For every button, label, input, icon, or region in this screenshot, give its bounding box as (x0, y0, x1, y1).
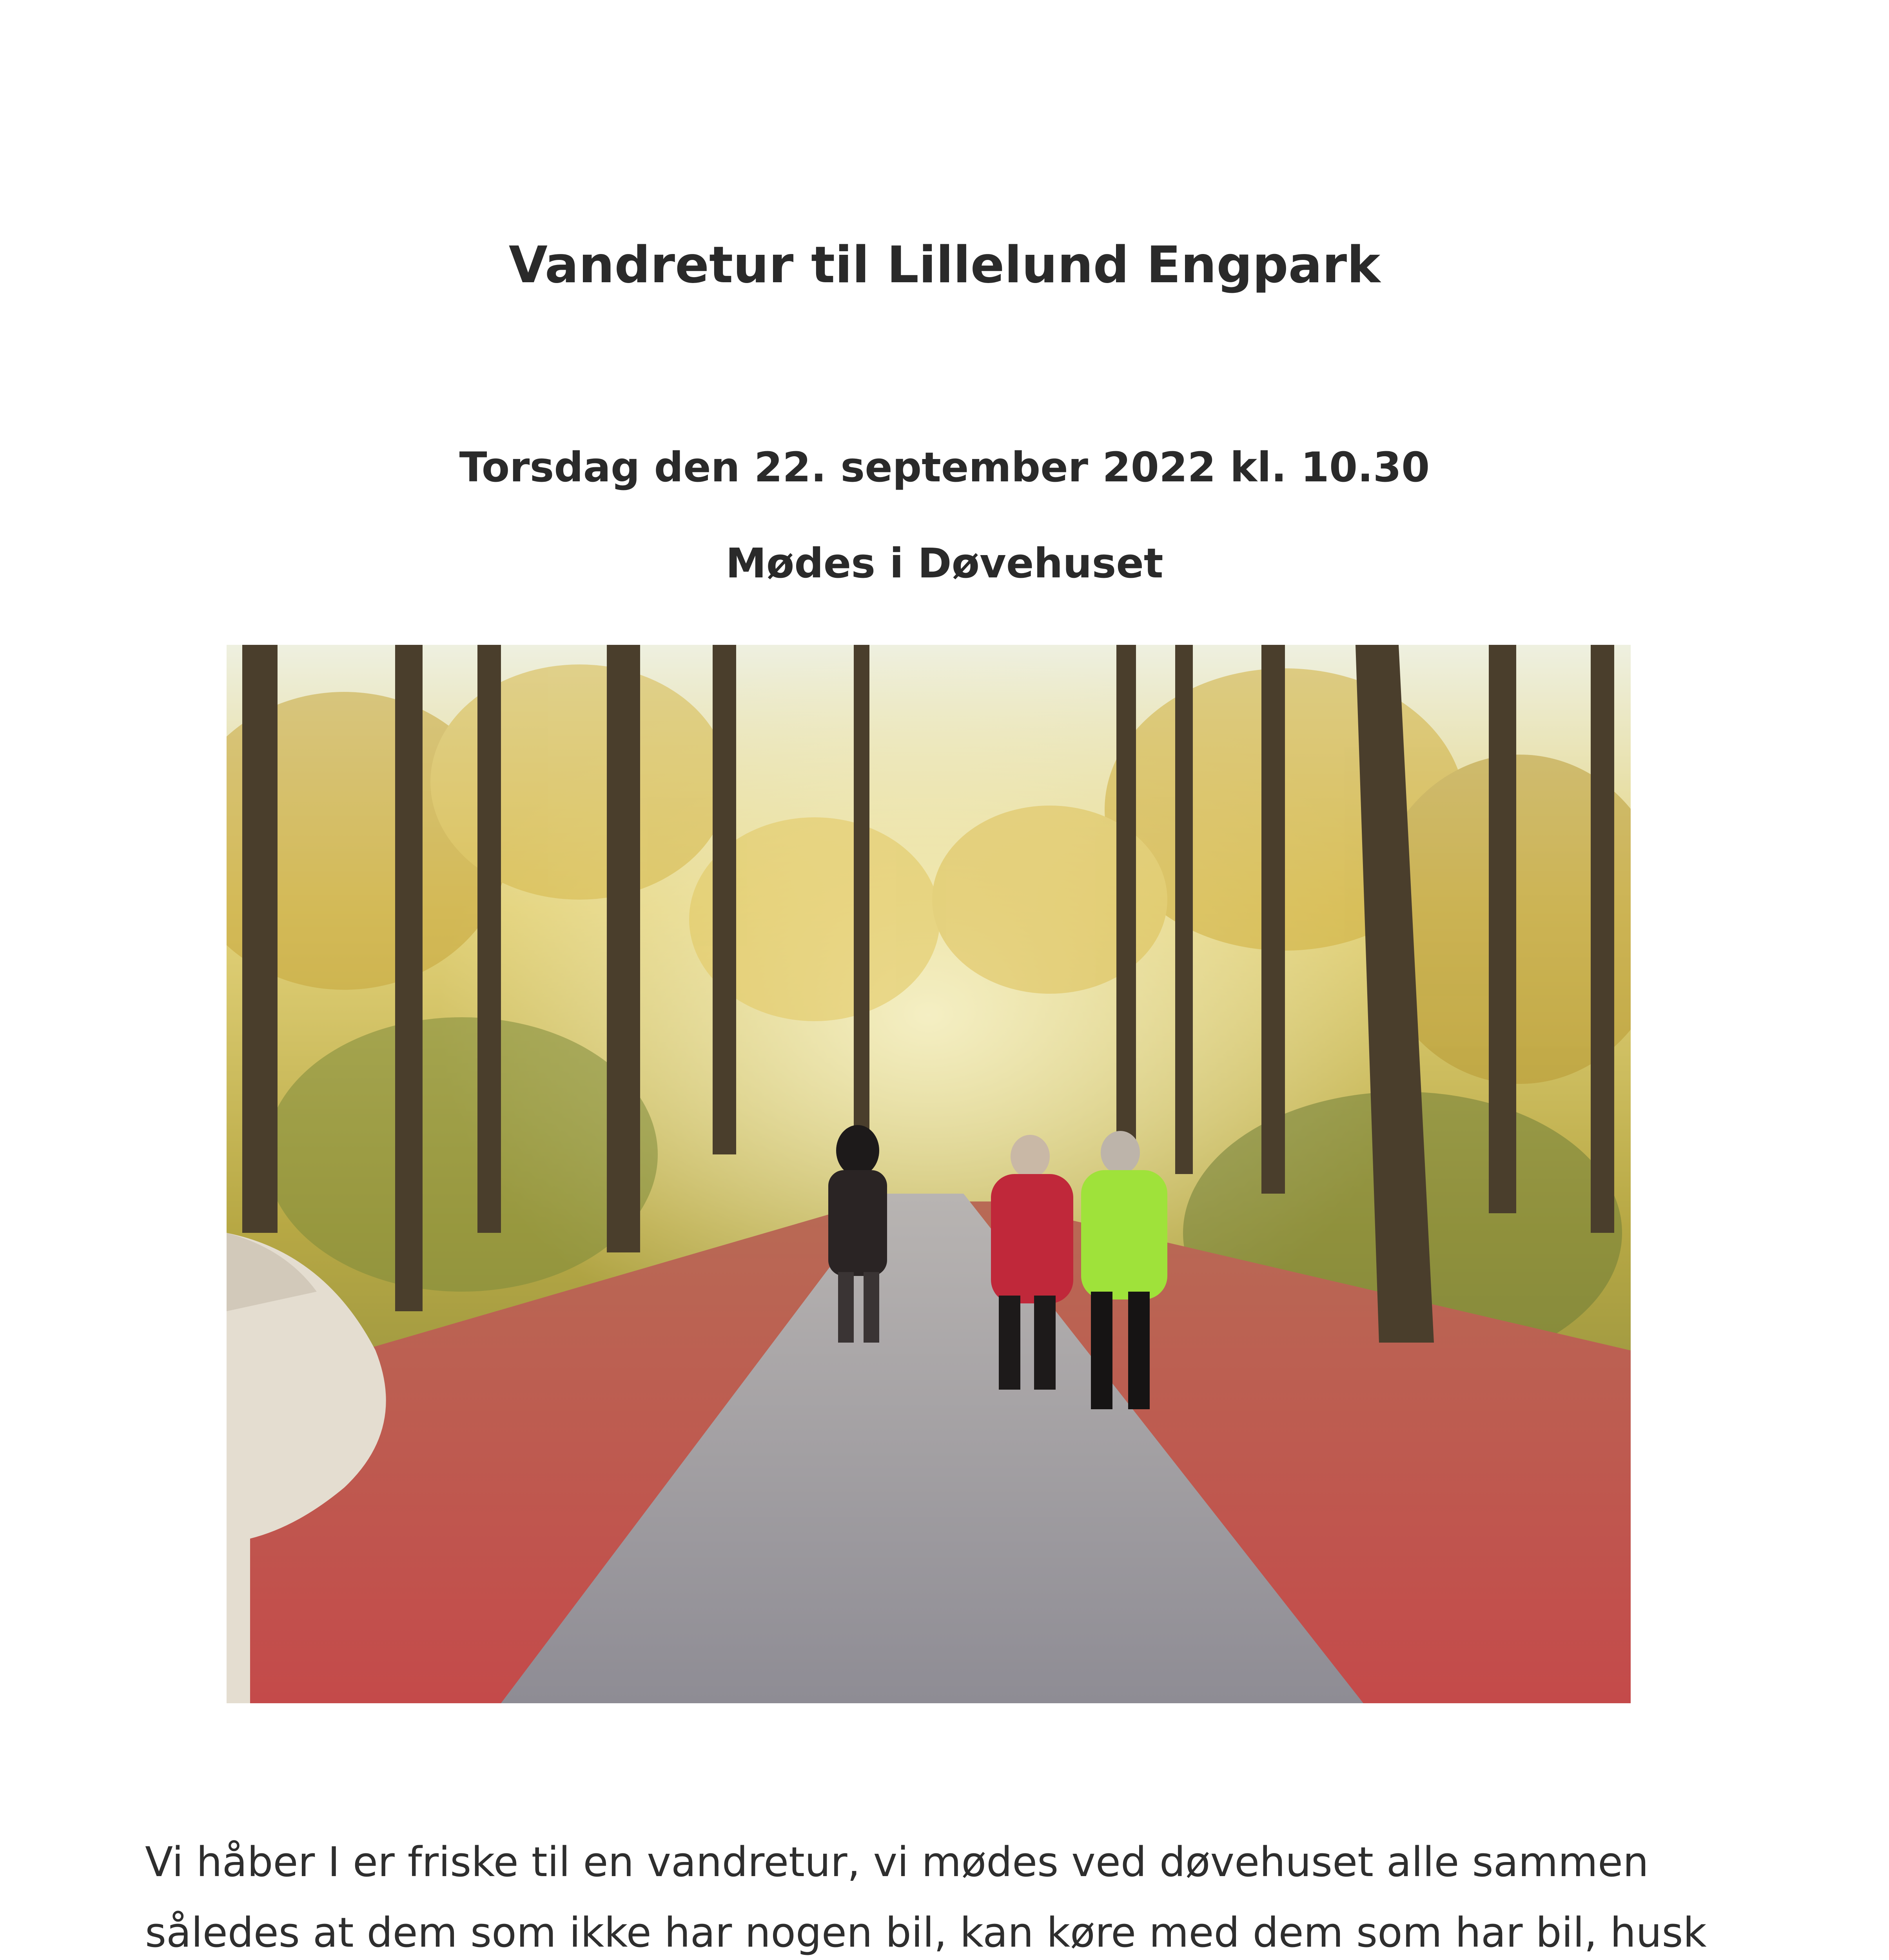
paragraph-meeting: Vi håber I er friske til en vandretur, vi mødes ved døvehuset alle sammen således at dem som ikke har nogen bil, kan køre med dem som har bil, husk (145, 1838, 1707, 1956)
forest-walk-photo (227, 645, 1631, 1703)
event-date: Torsdag den 22. september 2022 kl. 10.30 (459, 443, 1430, 491)
page-title: Vandretur til Lillelund Engpark (508, 236, 1381, 294)
meeting-place: Mødes i Døvehuset (726, 539, 1163, 587)
